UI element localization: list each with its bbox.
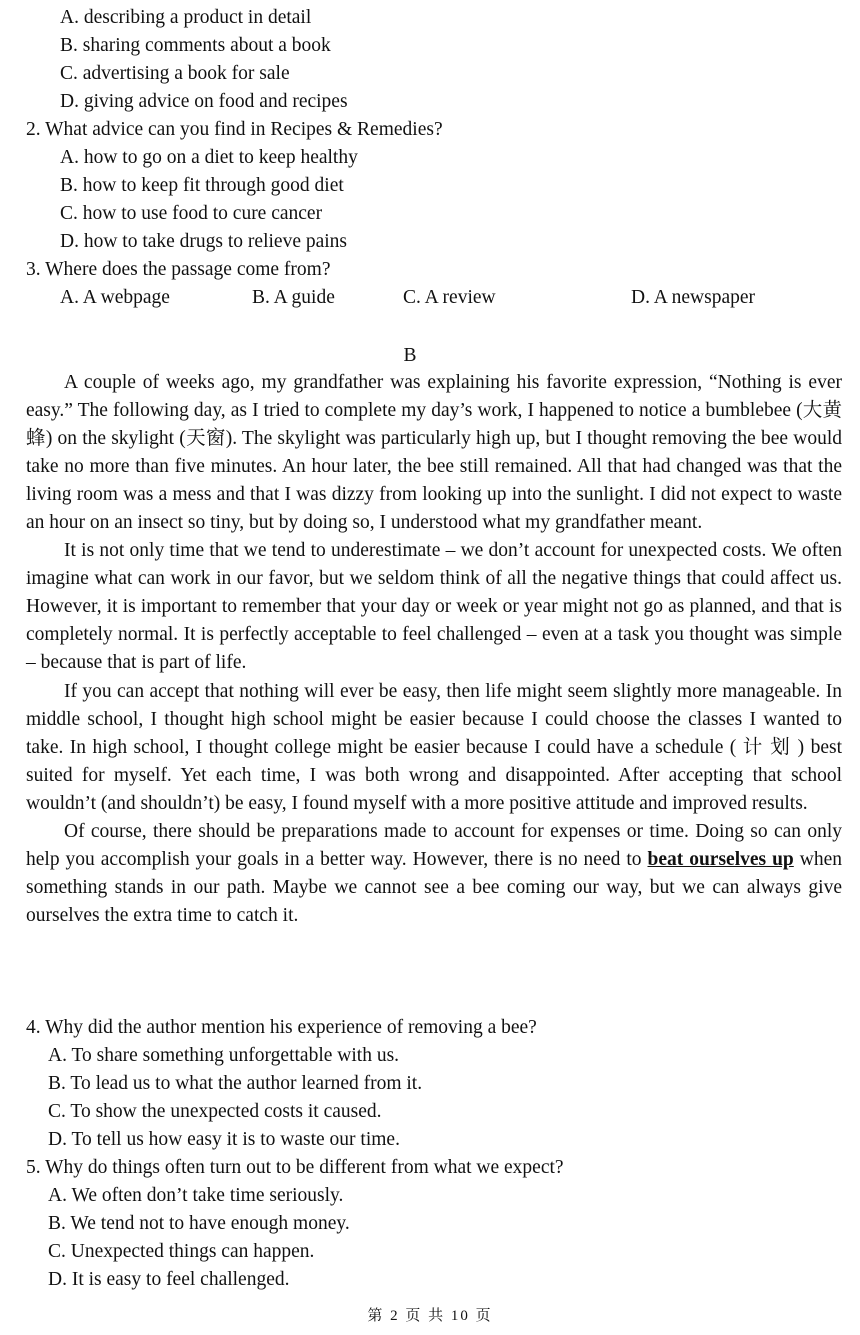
paragraph-4-end: when something stands in our path. Maybe we cannot see a bee coming our way, but we can always give ourselves the extra time to catch it. <box>26 848 842 926</box>
q3-option-a: A. A webpage <box>60 287 170 308</box>
page-footer: 第 2 页 共 10 页 <box>367 1308 493 1324</box>
paragraph-4-start: Of course, there should be preparations made to account for expenses or time. Doing so can only help you accomplish your goals in a better way. However, there is no need to <box>26 820 842 870</box>
paragraph-3: If you can accept that nothing will ever be easy, then life might seem slightly more manageable. In middle school, I thought high school might be easier because I could choose the classes I wanted to take. In high school, I thought college might be easier because I could have a schedule ( 计 划 ) best suited for myself. Yet each time, I was both wrong and disappointed. After accepting that school wouldn’t (and shouldn’t) be easy, I found myself with a more positive attitude and improved results. <box>26 680 842 814</box>
passage-b <box>26 369 842 930</box>
q3-option-c: C. A review <box>403 287 496 308</box>
q4-option-d: D. To tell us how easy it is to waste our time. <box>48 1129 400 1150</box>
q5-stem: 5. Why do things often turn out to be different from what we expect? <box>26 1157 564 1178</box>
underlined-phrase: beat ourselves up <box>647 848 794 870</box>
q4-option-c: C. To show the unexpected costs it caused. <box>48 1101 382 1122</box>
q1-option-d: D. giving advice on food and recipes <box>60 91 348 112</box>
q2-option-c: C. how to use food to cure cancer <box>60 203 323 224</box>
q1-option-b: B. sharing comments about a book <box>60 35 331 56</box>
q4-stem: 4. Why did the author mention his experience of removing a bee? <box>26 1017 537 1038</box>
q4-option-b: B. To lead us to what the author learned from it. <box>48 1073 423 1094</box>
q3-option-b: B. A guide <box>252 287 335 308</box>
paragraph-2: It is not only time that we tend to underestimate – we don’t account for unexpected costs. We often imagine what can work in our favor, but we seldom think of all the negative things that could affect us. However, it is important to remember that your day or week or year might not go as planned, and that is completely normal. It is perfectly acceptable to feel challenged – even at a task you thought was simple – because that is part of life. <box>26 540 842 674</box>
q1-option-c: C. advertising a book for sale <box>60 63 290 84</box>
q5-option-b: B. We tend not to have enough money. <box>48 1213 350 1234</box>
q4-option-a: A. To share something unforgettable with us. <box>48 1045 400 1066</box>
q1-option-a: A. describing a product in detail <box>60 7 312 28</box>
q2-stem: 2. What advice can you find in Recipes & Remedies? <box>26 119 443 140</box>
paragraph-4 <box>26 818 842 930</box>
q2-option-d: D. how to take drugs to relieve pains <box>60 231 348 252</box>
q3-option-d: D. A newspaper <box>631 287 756 308</box>
q2-option-b: B. how to keep fit through good diet <box>60 175 344 196</box>
q3-stem: 3. Where does the passage come from? <box>26 259 331 280</box>
paragraph-1: A couple of weeks ago, my grandfather was explaining his favorite expression, “Nothing is ever easy.” The following day, as I tried to complete my day’s work, I happened to notice a bumblebee (大黄蜂) on the skylight (天窗). The skylight was particularly high up, but I thought removing the bee would take no more than five minutes. An hour later, the bee still remained. All that had changed was that the living room was a mess and that I was dizzy from looking up into the sunlight. I did not expect to waste an hour on an insect so tiny, but by doing so, I understood what my grandfather meant. <box>26 372 842 534</box>
q2-option-a: A. how to go on a diet to keep healthy <box>60 147 358 168</box>
q5-option-d: D. It is easy to feel challenged. <box>48 1269 290 1290</box>
section-title: B <box>403 345 417 366</box>
q5-option-c: C. Unexpected things can happen. <box>48 1241 315 1262</box>
q5-option-a: A. We often don’t take time seriously. <box>48 1185 344 1206</box>
